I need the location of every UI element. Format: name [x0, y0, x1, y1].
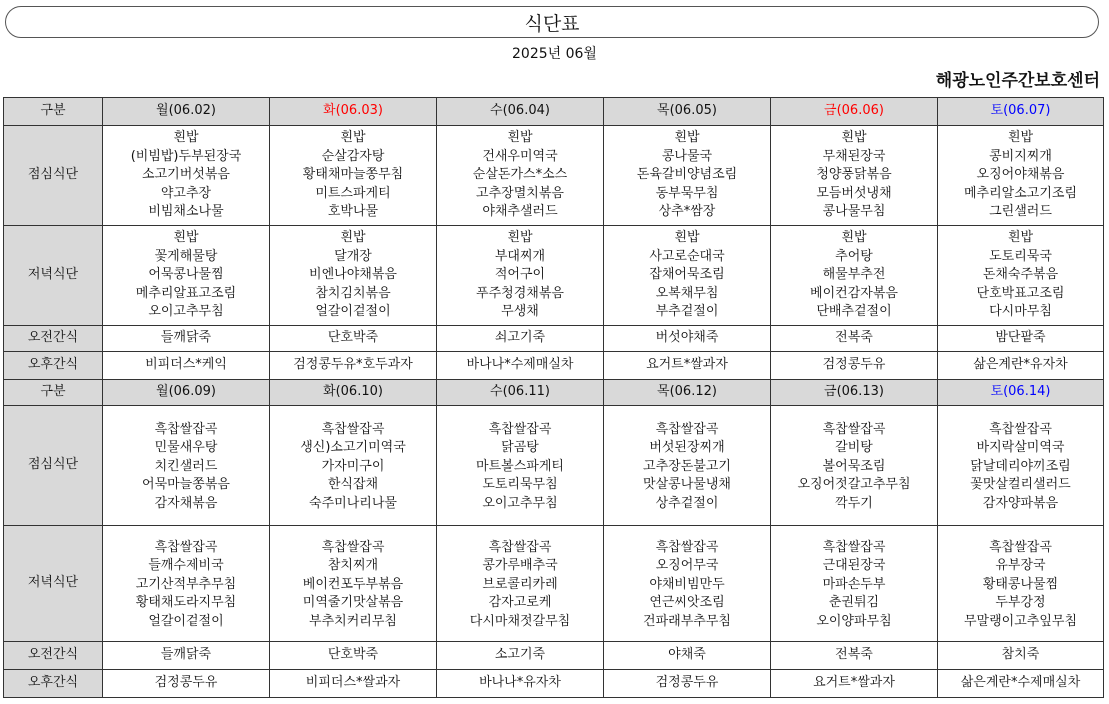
dinner-menu-cell: [437, 226, 604, 326]
menu-item: 황태채마늘쫑무침: [302, 167, 404, 183]
menu-item: 흰밥: [674, 130, 700, 146]
am-snack-row: [4, 326, 1104, 352]
pm-snack-cell: 검정콩두유: [771, 352, 938, 380]
menu-item: 흑찹쌀잡곡: [154, 421, 218, 437]
lunch-menu-cell: [938, 126, 1104, 226]
menu-item: 잡채어묵조림: [649, 267, 725, 283]
menu-item: 흰밥: [507, 130, 533, 146]
menu-item: 흑찹쌀잡곡: [989, 539, 1052, 555]
menu-item: 흰밥: [173, 230, 199, 246]
am-snack-cell: 야채죽: [604, 642, 771, 670]
menu-item: 도토리묵무침: [482, 477, 558, 493]
menu-title: 식단표: [524, 12, 580, 35]
menu-item: 약고추장: [160, 185, 212, 201]
menu-item: 건파래부추무침: [643, 613, 731, 629]
menu-item: 민물새우탕: [154, 440, 218, 456]
menu-item: 흑찹쌀잡곡: [321, 421, 385, 437]
row-label-dinner: 저녁식단: [4, 526, 103, 642]
menu-item: 건새우미역국: [482, 148, 558, 164]
menu-item: 유부장국: [995, 558, 1046, 574]
menu-item: 얼갈이겉절이: [315, 304, 391, 320]
day-header-cell: 토(06.14): [938, 380, 1104, 406]
menu-item: 마트볼스파게티: [476, 458, 564, 474]
menu-item: 흑찹쌀잡곡: [655, 539, 719, 555]
menu-item: 베이컨감자볶음: [810, 285, 898, 301]
lunch-row: [4, 406, 1104, 526]
pm-snack-cell: 요거트*쌀과자: [771, 670, 938, 698]
lunch-menu-cell: [437, 406, 604, 526]
menu-item: 고추장멸치볶음: [476, 185, 564, 201]
day-header-cell: 수(06.04): [437, 98, 604, 126]
dinner-row: [4, 226, 1104, 326]
dinner-menu-cell: [604, 226, 771, 326]
menu-item: 맛살콩나물냉채: [643, 477, 731, 493]
menu-item: 감자양파볶음: [982, 495, 1059, 511]
dinner-menu-cell: [270, 526, 437, 642]
lunch-menu-cell: [604, 126, 771, 226]
row-label-am-snack: 오전간식: [4, 326, 103, 352]
menu-item: 비엔나야채볶음: [309, 267, 397, 283]
menu-item: 순살감자탕: [321, 148, 385, 164]
menu-item: 흑찹쌀잡곡: [822, 421, 886, 437]
lunch-menu-cell: [103, 406, 270, 526]
am-snack-cell: 들깨닭죽: [103, 326, 270, 352]
menu-item: 오이양파무침: [816, 613, 892, 629]
lunch-menu-cell: [270, 126, 437, 226]
menu-item: 흰밥: [1007, 230, 1034, 246]
menu-item: 고기산적부추무침: [135, 576, 237, 592]
menu-item: 치킨샐러드: [154, 458, 218, 474]
am-snack-cell: 전복죽: [771, 642, 938, 670]
row-label-dinner: 저녁식단: [4, 226, 103, 326]
menu-item: 도토리묵국: [989, 248, 1052, 264]
menu-item: 흰밥: [173, 130, 199, 146]
menu-item: 적어구이: [494, 267, 546, 283]
menu-item: 흰밥: [1007, 130, 1034, 146]
menu-item: 다시마채젓갈무침: [469, 613, 571, 629]
am-snack-row: [4, 642, 1104, 670]
menu-item: 콩나물국: [661, 148, 713, 164]
menu-item: 오이고추무침: [482, 495, 558, 511]
menu-item: 메추리알표고조림: [135, 285, 237, 301]
center-name: 해광노인주간보호센터: [935, 71, 1100, 91]
row-label-pm-snack: 오후간식: [4, 352, 103, 380]
menu-item: 그린샐러드: [989, 204, 1052, 220]
menu-item: 들깨수제비국: [148, 558, 224, 574]
menu-item: 모듬버섯냉채: [816, 185, 892, 201]
day-header-cell: 월(06.09): [103, 380, 270, 406]
meal-plan-table: [3, 97, 1104, 698]
menu-item: 미역줄기맛살볶음: [302, 595, 404, 611]
menu-item: 흑찹쌀잡곡: [321, 539, 385, 555]
menu-item: 야채비빔만두: [649, 576, 725, 592]
menu-item: 깍두기: [835, 495, 873, 511]
menu-title-box: [5, 6, 1099, 38]
menu-item: 돈채숙주볶음: [982, 267, 1059, 283]
menu-item: 무말랭이고추잎무침: [963, 613, 1078, 629]
day-header-cell: 토(06.07): [938, 98, 1104, 126]
menu-item: 호박나물: [327, 204, 379, 220]
am-snack-cell: 소고기죽: [437, 642, 604, 670]
menu-item: 흑찹쌀잡곡: [655, 421, 719, 437]
menu-item: 흑찹쌀잡곡: [989, 421, 1052, 437]
menu-item: 흰밥: [841, 130, 867, 146]
menu-item: 비빔채소나물: [148, 204, 224, 220]
day-header-cell: 화(06.10): [270, 380, 437, 406]
lunch-menu-cell: [771, 126, 938, 226]
menu-item: 브로콜리카레: [482, 576, 558, 592]
lunch-menu-cell: [771, 406, 938, 526]
menu-item: 흑찹쌀잡곡: [822, 539, 886, 555]
menu-item: 상추겉절이: [655, 495, 719, 511]
dinner-row: [4, 526, 1104, 642]
menu-item: 돈육갈비양념조림: [636, 167, 738, 183]
dinner-menu-cell: [437, 526, 604, 642]
menu-item: 어묵콩나물찜: [148, 267, 224, 283]
menu-item: 마파손두부: [822, 576, 886, 592]
menu-item: 흰밥: [340, 230, 366, 246]
menu-item: 흑찹쌀잡곡: [154, 539, 218, 555]
menu-item: 황태채도라지무침: [135, 595, 237, 611]
menu-item: 참치찌개: [327, 558, 379, 574]
menu-item: 부대찌개: [494, 248, 546, 264]
am-snack-cell: 전복죽: [771, 326, 938, 352]
menu-item: 달개장: [334, 248, 372, 264]
menu-item: 단배추겉절이: [816, 304, 892, 320]
menu-item: 사고로순대국: [649, 248, 725, 264]
lunch-row: [4, 126, 1104, 226]
day-header-cell: 월(06.02): [103, 98, 270, 126]
pm-snack-row: [4, 352, 1104, 380]
lunch-menu-cell: [938, 406, 1104, 526]
dinner-menu-cell: [604, 526, 771, 642]
menu-item: 감자고로케: [488, 595, 552, 611]
day-header-cell: 수(06.11): [437, 380, 604, 406]
pm-snack-row: [4, 670, 1104, 698]
menu-item: 가자미구이: [321, 458, 385, 474]
menu-item: 상추*쌈장: [658, 204, 716, 220]
menu-item: 푸주청경채볶음: [476, 285, 564, 301]
menu-item: 콩가루배추국: [482, 558, 558, 574]
menu-item: 순살돈가스*소스: [472, 167, 568, 183]
row-label-am-snack: 오전간식: [4, 642, 103, 670]
pm-snack-cell: 검정콩두유: [604, 670, 771, 698]
menu-item: 감자채볶음: [154, 495, 218, 511]
menu-period: 2025년 06월: [512, 46, 597, 62]
menu-item: 소고기버섯볶음: [142, 167, 230, 183]
menu-item: 미트스파게티: [315, 185, 391, 201]
dinner-menu-cell: [270, 226, 437, 326]
menu-item: 오이고추무침: [148, 304, 224, 320]
menu-item: 춘권튀김: [828, 595, 880, 611]
am-snack-cell: 들깨닭죽: [103, 642, 270, 670]
menu-item: 부추겉절이: [655, 304, 719, 320]
dinner-menu-cell: [938, 526, 1104, 642]
row-label-header: 구분: [4, 98, 103, 126]
menu-item: 흰밥: [674, 230, 700, 246]
menu-item: 무채된장국: [822, 148, 886, 164]
menu-item: 흑찹쌀잡곡: [488, 539, 552, 555]
menu-item: 흰밥: [507, 230, 533, 246]
menu-item: 얼갈이겉절이: [148, 613, 224, 629]
pm-snack-cell: 요거트*쌀과자: [604, 352, 771, 380]
lunch-menu-cell: [103, 126, 270, 226]
menu-item: 꽃게해물탕: [154, 248, 218, 264]
lunch-menu-cell: [604, 406, 771, 526]
pm-snack-cell: 삶은계란*유자차: [938, 352, 1104, 380]
day-header-cell: 금(06.06): [771, 98, 938, 126]
menu-item: 단호박표고조림: [976, 285, 1065, 301]
menu-item: 두부강정: [995, 595, 1046, 611]
menu-item: 무생채: [501, 304, 539, 320]
am-snack-cell: 참치죽: [938, 642, 1104, 670]
dinner-menu-cell: [938, 226, 1104, 326]
menu-item: 추어탕: [835, 248, 873, 264]
menu-item: 콩나물무침: [822, 204, 886, 220]
menu-item: 부추치커리무침: [309, 613, 397, 629]
menu-item: 버섯된장찌개: [649, 440, 725, 456]
menu-item: 황태콩나물찜: [982, 576, 1059, 592]
menu-item: 동부묵무침: [655, 185, 719, 201]
menu-item: 어묵마늘쫑볶음: [142, 477, 230, 493]
lunch-menu-cell: [270, 406, 437, 526]
menu-item: 닭곰탕: [501, 440, 539, 456]
am-snack-cell: 버섯야채죽: [604, 326, 771, 352]
menu-item: 꽃맛살컬리샐러드: [970, 477, 1071, 493]
dinner-menu-cell: [103, 526, 270, 642]
menu-item: 근대된장국: [822, 558, 886, 574]
day-header-cell: 금(06.13): [771, 380, 938, 406]
menu-item: 참치김치볶음: [315, 285, 391, 301]
menu-item: 흰밥: [340, 130, 366, 146]
menu-item: 고추장돈불고기: [643, 458, 731, 474]
menu-item: 청양풍닭볶음: [816, 167, 892, 183]
menu-item: 베이컨포두부볶음: [302, 576, 404, 592]
menu-item: 갈비탕: [835, 440, 873, 456]
pm-snack-cell: 비피더스*쌀과자: [270, 670, 437, 698]
menu-item: 콩비지찌개: [989, 148, 1052, 164]
menu-item: 오징어야채볶음: [976, 167, 1065, 183]
menu-item: 메추리알소고기조림: [963, 185, 1078, 201]
pm-snack-cell: 검정콩두유: [103, 670, 270, 698]
row-label-lunch: 점심식단: [4, 126, 103, 226]
day-header-cell: 화(06.03): [270, 98, 437, 126]
menu-item: 연근씨앗조림: [649, 595, 725, 611]
pm-snack-cell: 바나나*유자차: [437, 670, 604, 698]
menu-item: 생신)소고기미역국: [300, 440, 406, 456]
day-header-cell: 목(06.12): [604, 380, 771, 406]
menu-item: 숙주미나리나물: [309, 495, 397, 511]
menu-item: 바지락살미역국: [976, 440, 1065, 456]
am-snack-cell: 쇠고기죽: [437, 326, 604, 352]
menu-item: 볼어묵조림: [822, 458, 886, 474]
pm-snack-cell: 바나나*수제매실차: [437, 352, 604, 380]
menu-item: 한식잡채: [327, 477, 379, 493]
pm-snack-cell: 비피더스*케익: [103, 352, 270, 380]
pm-snack-cell: 삶은계란*수제매실차: [938, 670, 1104, 698]
menu-item: 야채추샐러드: [482, 204, 558, 220]
menu-item: 해물부추전: [822, 267, 886, 283]
menu-item: 흑찹쌀잡곡: [488, 421, 552, 437]
pm-snack-cell: 검정콩두유*호두과자: [270, 352, 437, 380]
day-header-row: [4, 380, 1104, 406]
dinner-menu-cell: [771, 526, 938, 642]
lunch-menu-cell: [437, 126, 604, 226]
am-snack-cell: 단호박죽: [270, 326, 437, 352]
menu-item: 흰밥: [841, 230, 867, 246]
row-label-lunch: 점심식단: [4, 406, 103, 526]
row-label-pm-snack: 오후간식: [4, 670, 103, 698]
menu-item: 오복채무침: [655, 285, 719, 301]
am-snack-cell: 밤단팥죽: [938, 326, 1104, 352]
row-label-header: 구분: [4, 380, 103, 406]
am-snack-cell: 단호박죽: [270, 642, 437, 670]
day-header-cell: 목(06.05): [604, 98, 771, 126]
day-header-row: [4, 98, 1104, 126]
menu-item: 오징어젓갈고추무침: [797, 477, 911, 493]
menu-item: 오징어무국: [655, 558, 719, 574]
menu-item: 다시마무침: [989, 304, 1052, 320]
menu-item: (비빔밥)두부된장국: [130, 148, 242, 164]
dinner-menu-cell: [771, 226, 938, 326]
dinner-menu-cell: [103, 226, 270, 326]
menu-item: 닭날데리야끼조림: [970, 458, 1071, 474]
